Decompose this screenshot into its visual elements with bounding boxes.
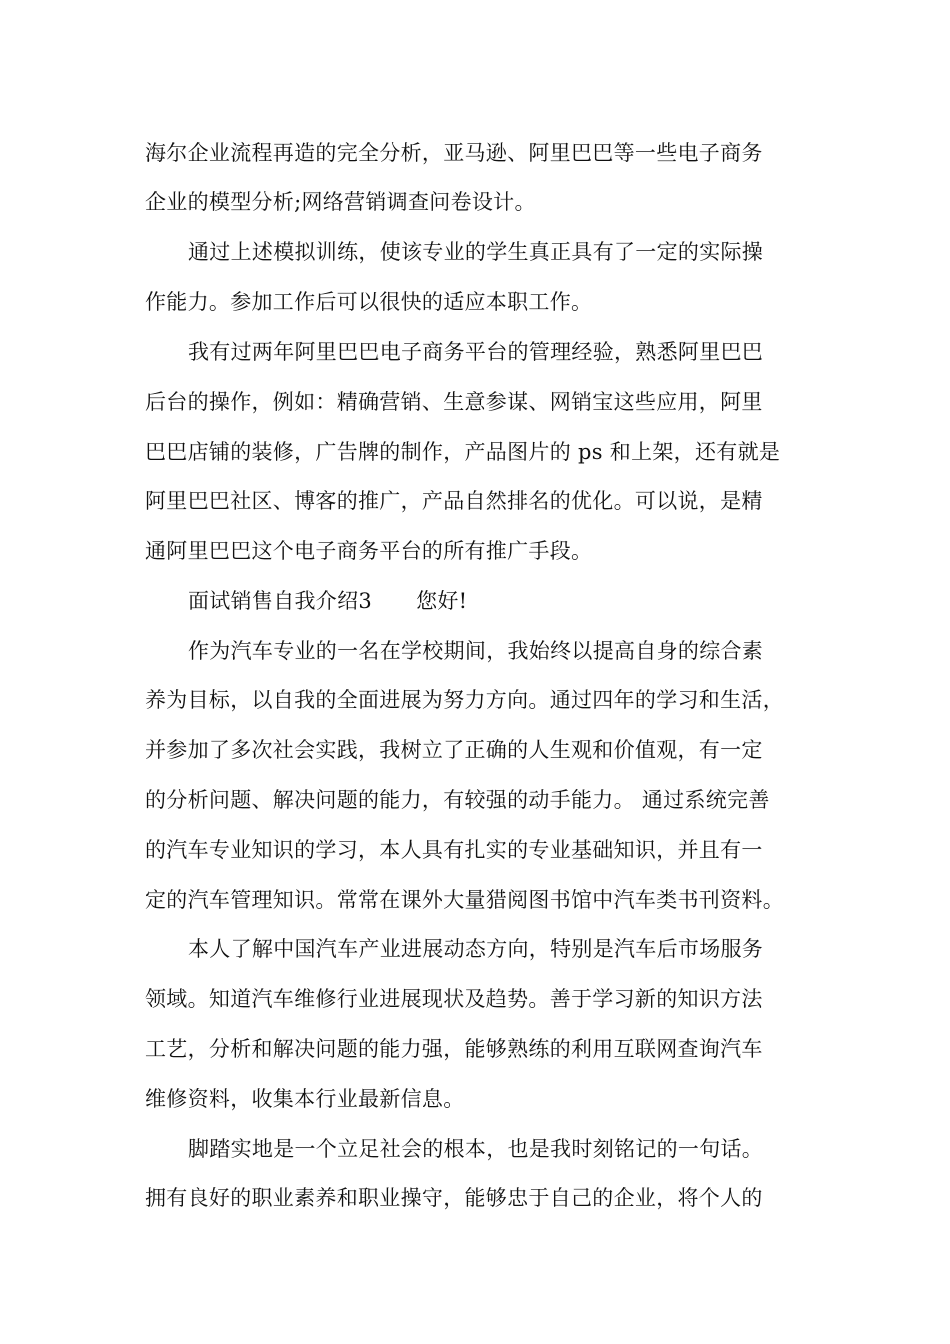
paragraph-start: 通过上述模拟训练，使该专业的学生真正具有了一定的实际操	[188, 240, 764, 264]
text-line: 海尔企业流程再造的完全分析，亚马逊、阿里巴巴等一些电子商务	[145, 141, 763, 165]
section-title: 面试销售自我介绍3	[188, 589, 373, 613]
section-heading	[188, 587, 467, 615]
paragraph-start: 脚踏实地是一个立足社会的根本，也是我时刻铭记的一句话。	[188, 1137, 764, 1161]
text-line: 定的汽车管理知识。常常在课外大量猎阅图书馆中汽车类书刊资料。	[145, 888, 784, 912]
text-line: 领域。知道汽车维修行业进展现状及趋势。善于学习新的知识方法	[145, 987, 763, 1011]
text-line: 作能力。参加工作后可以很快的适应本职工作。	[145, 290, 593, 314]
paragraph-start: 我有过两年阿里巴巴电子商务平台的管理经验，熟悉阿里巴巴	[188, 340, 764, 364]
text-line: 维修资料，收集本行业最新信息。	[145, 1087, 465, 1111]
text-line: 后台的操作，例如：精确营销、生意参谋、网销宝这些应用，阿里	[145, 390, 763, 414]
text-line: 拥有良好的职业素养和职业操守，能够忠于自己的企业，将个人的	[145, 1186, 763, 1210]
greeting: 您好!	[416, 589, 468, 613]
text-line: 的分析问题、解决问题的能力，有较强的动手能力。 通过系统完善	[145, 788, 770, 812]
text-line: 通阿里巴巴这个电子商务平台的所有推广手段。	[145, 539, 593, 563]
text-line: 企业的模型分析;网络营销调查问卷设计。	[145, 190, 536, 214]
text-line: 巴巴店铺的装修，广告牌的制作，产品图片的 ps 和上架，还有就是	[145, 440, 781, 464]
text-line: 并参加了多次社会实践，我树立了正确的人生观和价值观，有一定	[145, 738, 763, 762]
paragraph-start: 本人了解中国汽车产业进展动态方向，特别是汽车后市场服务	[188, 937, 764, 961]
text-line: 的汽车专业知识的学习，本人具有扎实的专业基础知识，并且有一	[145, 838, 763, 862]
text-line: 工艺，分析和解决问题的能力强，能够熟练的利用互联网查询汽车	[145, 1037, 763, 1061]
text-line: 养为目标，以自我的全面进展为努力方向。通过四年的学习和生活，	[145, 688, 784, 712]
paragraph-start: 作为汽车专业的一名在学校期间，我始终以提高自身的综合素	[188, 639, 764, 663]
text-line: 阿里巴巴社区、博客的推广，产品自然排名的优化。可以说，是精	[145, 489, 763, 513]
